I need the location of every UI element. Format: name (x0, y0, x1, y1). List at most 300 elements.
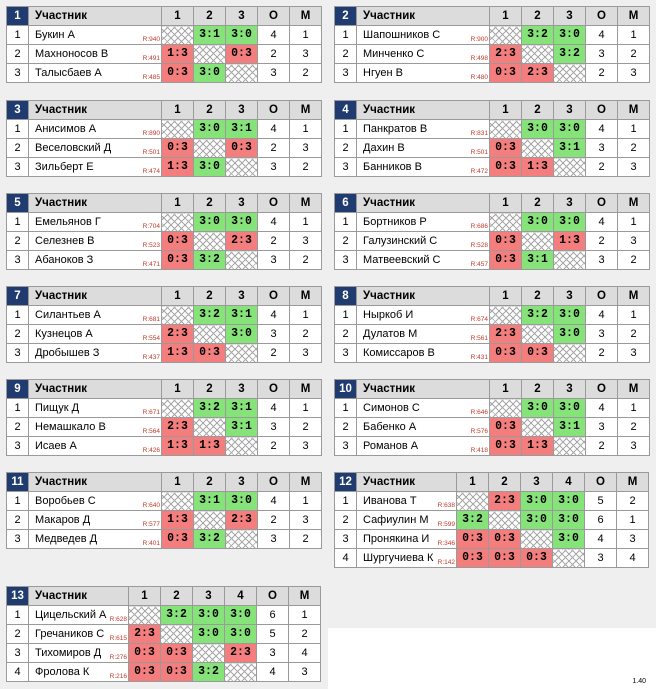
seed-number: 1 (7, 213, 29, 232)
player-name-cell (357, 232, 490, 251)
table-row (335, 120, 650, 139)
match-score: 3:2 (193, 663, 225, 682)
opponent-column-header: 3 (554, 7, 586, 26)
group-number: 12 (335, 473, 357, 492)
match-score: 3:0 (522, 213, 554, 232)
player-name-cell (29, 511, 162, 530)
match-score: 3:0 (522, 399, 554, 418)
table-row (7, 325, 322, 344)
place-header: М (289, 587, 321, 606)
player-name[interactable]: Медведев Д (35, 533, 98, 545)
seed-number: 1 (335, 26, 357, 45)
player-name[interactable]: Воробьев С (35, 495, 96, 507)
match-score: 3:0 (193, 625, 225, 644)
player-rating: R:646 (470, 409, 488, 416)
opponent-column-header: 3 (226, 473, 258, 492)
points-value: 4 (258, 213, 290, 232)
player-name[interactable]: Бабенко А (363, 421, 417, 433)
match-score: 0:3 (162, 530, 194, 549)
table-row (335, 26, 650, 45)
self-match-cell (194, 418, 226, 437)
place-header: М (618, 380, 650, 399)
player-name[interactable]: Махноносов В (35, 48, 109, 60)
self-match-cell (162, 120, 194, 139)
seed-number: 1 (7, 306, 29, 325)
table-row (7, 344, 322, 363)
points-value: 4 (258, 120, 290, 139)
self-match-cell (193, 644, 225, 663)
points-header: О (258, 287, 290, 306)
player-name-cell (357, 139, 490, 158)
place-header: М (290, 473, 322, 492)
points-value: 4 (586, 26, 618, 45)
match-score: 3:0 (194, 213, 226, 232)
opponent-column-header: 2 (522, 7, 554, 26)
match-score: 0:3 (490, 418, 522, 437)
match-score: 3:1 (194, 492, 226, 511)
match-score: 3:1 (226, 399, 258, 418)
player-rating: R:528 (470, 242, 488, 249)
player-name[interactable]: Ныркоб И (363, 309, 414, 321)
table-row (7, 213, 322, 232)
opponent-column-header: 2 (194, 473, 226, 492)
player-name[interactable]: Пищук Д (35, 402, 80, 414)
player-name[interactable]: Немашкало В (35, 421, 106, 433)
self-match-cell (226, 344, 258, 363)
participant-header: Участник (29, 380, 162, 399)
place-header: М (290, 380, 322, 399)
player-name[interactable]: Абаноков З (35, 254, 94, 266)
self-match-cell (194, 45, 226, 64)
points-header: О (586, 101, 618, 120)
place-value: 3 (618, 344, 650, 363)
player-name[interactable]: Силантьев А (35, 309, 101, 321)
player-name[interactable]: Шургучиева К (363, 552, 434, 564)
table-row (335, 325, 650, 344)
match-score: 2:3 (522, 64, 554, 83)
seed-number: 2 (335, 325, 357, 344)
points-header: О (586, 287, 618, 306)
player-name-cell (357, 437, 490, 456)
opponent-column-header: 2 (522, 380, 554, 399)
place-value: 4 (289, 644, 321, 663)
player-rating: R:437 (142, 354, 160, 361)
table-row (335, 64, 650, 83)
place-header: М (618, 7, 650, 26)
table-row (7, 64, 322, 83)
table-row (335, 251, 650, 270)
seed-number: 3 (335, 251, 357, 270)
player-name-cell (29, 399, 162, 418)
player-name[interactable]: Дахин В (363, 142, 405, 154)
place-value: 3 (618, 158, 650, 177)
match-score: 0:3 (162, 139, 194, 158)
match-score: 3:0 (194, 120, 226, 139)
player-name-cell (29, 344, 162, 363)
match-score: 3:0 (193, 606, 225, 625)
place-value: 3 (290, 437, 322, 456)
seed-number: 2 (7, 139, 29, 158)
player-name[interactable]: Исаев А (35, 440, 77, 452)
player-name-cell (29, 232, 162, 251)
player-name-cell (29, 530, 162, 549)
match-score: 3:2 (194, 251, 226, 270)
place-header: М (617, 473, 649, 492)
participant-header: Участник (29, 287, 162, 306)
group-header-row (335, 380, 650, 399)
points-value: 2 (586, 437, 618, 456)
player-name[interactable]: Иванова Т (363, 495, 417, 507)
points-value: 2 (258, 511, 290, 530)
opponent-column-header: 3 (226, 287, 258, 306)
match-score: 3:2 (554, 45, 586, 64)
place-header: М (618, 194, 650, 213)
group-header-row (7, 587, 321, 606)
player-name[interactable]: Бортников Р (363, 216, 427, 228)
match-score: 0:3 (489, 530, 521, 549)
points-value: 5 (585, 492, 617, 511)
player-rating: R:704 (142, 223, 160, 230)
player-name[interactable]: Макаров Д (35, 514, 91, 526)
self-match-cell (522, 139, 554, 158)
seed-number: 1 (7, 26, 29, 45)
opponent-column-header: 2 (194, 7, 226, 26)
table-row (7, 663, 321, 682)
seed-number: 1 (7, 492, 29, 511)
place-value: 2 (290, 64, 322, 83)
group-number: 13 (7, 587, 29, 606)
player-name-cell (29, 251, 162, 270)
player-name[interactable]: Романов А (363, 440, 419, 452)
player-name[interactable]: Сафиулин М (363, 514, 429, 526)
player-rating: R:615 (109, 635, 127, 642)
points-value: 3 (586, 251, 618, 270)
player-rating: R:498 (470, 55, 488, 62)
points-value: 2 (586, 232, 618, 251)
points-value: 4 (586, 120, 618, 139)
match-score: 3:1 (522, 251, 554, 270)
self-match-cell (162, 492, 194, 511)
points-value: 3 (586, 418, 618, 437)
place-value: 4 (617, 549, 649, 568)
points-value: 4 (258, 26, 290, 45)
match-score: 3:2 (522, 306, 554, 325)
player-rating: R:471 (142, 261, 160, 268)
participant-header: Участник (29, 7, 162, 26)
player-name[interactable]: Талысбаев А (35, 67, 102, 79)
table-row (7, 492, 322, 511)
seed-number: 1 (335, 492, 357, 511)
player-rating: R:401 (142, 540, 160, 547)
match-score: 0:3 (162, 251, 194, 270)
opponent-column-header: 2 (194, 194, 226, 213)
self-match-cell (490, 26, 522, 45)
player-name-cell (29, 158, 162, 177)
player-name-cell (357, 492, 457, 511)
place-value: 1 (618, 120, 650, 139)
group-table (334, 100, 650, 177)
table-row (335, 306, 650, 325)
player-name[interactable]: Матвеевский С (363, 254, 441, 266)
player-rating: R:638 (437, 502, 455, 509)
place-value: 2 (290, 325, 322, 344)
seed-number: 3 (7, 644, 29, 663)
seed-number: 4 (7, 663, 29, 682)
opponent-column-header: 3 (554, 101, 586, 120)
match-score: 0:3 (226, 45, 258, 64)
group-header-row (335, 194, 650, 213)
player-name-cell (357, 325, 490, 344)
opponent-column-header: 1 (162, 101, 194, 120)
match-score: 3:0 (226, 213, 258, 232)
player-rating: R:472 (470, 168, 488, 175)
self-match-cell (490, 120, 522, 139)
player-name-cell (357, 306, 490, 325)
self-match-cell (521, 530, 553, 549)
points-value: 3 (586, 325, 618, 344)
player-name[interactable]: Минченко С (363, 48, 425, 60)
place-value: 2 (618, 45, 650, 64)
participant-header: Участник (29, 587, 129, 606)
player-name[interactable]: Емельянов Г (35, 216, 101, 228)
self-match-cell (554, 437, 586, 456)
table-row (7, 45, 322, 64)
opponent-column-header: 2 (161, 587, 193, 606)
match-score: 1:3 (554, 232, 586, 251)
match-score: 2:3 (129, 625, 161, 644)
player-name-cell (29, 45, 162, 64)
self-match-cell (522, 232, 554, 251)
points-value: 3 (257, 644, 289, 663)
opponent-column-header: 1 (162, 7, 194, 26)
player-rating: R:485 (142, 74, 160, 81)
player-name-cell (29, 213, 162, 232)
match-score: 1:3 (162, 344, 194, 363)
points-value: 4 (258, 399, 290, 418)
self-match-cell (522, 418, 554, 437)
player-name[interactable]: Тихомиров Д (35, 647, 102, 659)
player-name[interactable]: Веселовский Д (35, 142, 112, 154)
seed-number: 1 (335, 399, 357, 418)
player-rating: R:671 (142, 409, 160, 416)
table-row (335, 492, 649, 511)
place-value: 2 (618, 139, 650, 158)
seed-number: 1 (335, 213, 357, 232)
player-rating: R:900 (470, 36, 488, 43)
opponent-column-header: 1 (490, 287, 522, 306)
seed-number: 2 (335, 418, 357, 437)
player-name-cell (29, 625, 129, 644)
match-score: 3:2 (522, 26, 554, 45)
player-name-cell (357, 511, 457, 530)
points-value: 3 (258, 325, 290, 344)
seed-number: 1 (335, 306, 357, 325)
self-match-cell (194, 232, 226, 251)
place-value: 3 (289, 663, 321, 682)
group-table (334, 379, 650, 456)
player-name[interactable]: Комиссаров В (363, 347, 435, 359)
place-value: 2 (618, 325, 650, 344)
table-row (7, 26, 322, 45)
match-score: 0:3 (490, 344, 522, 363)
player-name-cell (29, 26, 162, 45)
seed-number: 3 (335, 437, 357, 456)
seed-number: 1 (335, 120, 357, 139)
player-name[interactable]: Селезнев В (35, 235, 95, 247)
group-number: 1 (7, 7, 29, 26)
seed-number: 3 (7, 251, 29, 270)
self-match-cell (490, 306, 522, 325)
match-score: 3:0 (554, 306, 586, 325)
match-score: 0:3 (129, 644, 161, 663)
points-value: 3 (258, 64, 290, 83)
opponent-column-header: 3 (226, 7, 258, 26)
seed-number: 2 (335, 45, 357, 64)
seed-number: 2 (335, 511, 357, 530)
seed-number: 4 (335, 549, 357, 568)
player-name[interactable]: Симонов С (363, 402, 420, 414)
match-score: 3:0 (553, 530, 585, 549)
table-row (7, 306, 322, 325)
player-rating: R:491 (142, 55, 160, 62)
player-name-cell (29, 644, 129, 663)
player-name-cell (29, 120, 162, 139)
seed-number: 2 (7, 325, 29, 344)
match-score: 3:1 (226, 306, 258, 325)
points-value: 2 (586, 158, 618, 177)
opponent-column-header: 1 (490, 7, 522, 26)
player-name[interactable]: Нгуен В (363, 67, 403, 79)
group-table (6, 586, 321, 682)
opponent-column-header: 1 (490, 101, 522, 120)
opponent-column-header: 4 (225, 587, 257, 606)
place-value: 3 (290, 139, 322, 158)
match-score: 2:3 (226, 232, 258, 251)
player-name-cell (357, 45, 490, 64)
opponent-column-header: 3 (226, 380, 258, 399)
group-header-row (7, 7, 322, 26)
match-score: 2:3 (226, 511, 258, 530)
match-score: 3:0 (225, 625, 257, 644)
match-score: 0:3 (522, 344, 554, 363)
self-match-cell (161, 625, 193, 644)
points-value: 2 (586, 64, 618, 83)
opponent-column-header: 3 (554, 194, 586, 213)
match-score: 3:0 (521, 511, 553, 530)
player-name[interactable]: Зильберт Е (35, 161, 94, 173)
match-score: 0:3 (162, 64, 194, 83)
group-header-row (7, 101, 322, 120)
opponent-column-header: 3 (554, 380, 586, 399)
place-value: 1 (290, 26, 322, 45)
player-name[interactable]: Банников В (363, 161, 422, 173)
opponent-column-header: 2 (522, 287, 554, 306)
player-name-cell (357, 64, 490, 83)
self-match-cell (489, 511, 521, 530)
player-rating: R:457 (470, 261, 488, 268)
player-rating: R:686 (470, 223, 488, 230)
player-name[interactable]: Кузнецов А (35, 328, 93, 340)
player-name[interactable]: Фролова К (35, 666, 90, 678)
player-rating: R:480 (470, 74, 488, 81)
place-value: 2 (290, 418, 322, 437)
player-rating: R:431 (470, 354, 488, 361)
player-name[interactable]: Анисимов А (35, 123, 97, 135)
self-match-cell (554, 64, 586, 83)
seed-number: 2 (7, 232, 29, 251)
place-value: 3 (290, 344, 322, 363)
match-score: 0:3 (226, 139, 258, 158)
table-row (7, 644, 321, 663)
table-row (7, 251, 322, 270)
player-name[interactable]: Панкратов В (363, 123, 428, 135)
match-score: 0:3 (162, 232, 194, 251)
player-rating: R:681 (142, 316, 160, 323)
opponent-column-header: 3 (521, 473, 553, 492)
points-header: О (586, 7, 618, 26)
group-header-row (335, 101, 650, 120)
match-score: 0:3 (490, 158, 522, 177)
match-score: 3:2 (194, 530, 226, 549)
player-rating: R:628 (109, 616, 127, 623)
player-name[interactable]: Цицельский А (35, 609, 107, 621)
self-match-cell (226, 158, 258, 177)
match-score: 3:0 (225, 606, 257, 625)
player-name[interactable]: Шапошников С (363, 29, 441, 41)
match-score: 0:3 (194, 344, 226, 363)
player-name[interactable]: Букин А (35, 29, 75, 41)
participant-header: Участник (357, 473, 457, 492)
place-value: 1 (290, 399, 322, 418)
player-name[interactable]: Галузинский С (363, 235, 438, 247)
points-header: О (586, 380, 618, 399)
player-name-cell (357, 344, 490, 363)
points-value: 3 (586, 139, 618, 158)
opponent-column-header: 3 (226, 101, 258, 120)
group-header-row (7, 287, 322, 306)
self-match-cell (194, 139, 226, 158)
player-name-cell (357, 530, 457, 549)
table-row (335, 437, 650, 456)
player-name[interactable]: Дулатов М (363, 328, 418, 340)
points-value: 3 (586, 45, 618, 64)
place-value: 3 (617, 530, 649, 549)
match-score: 3:1 (226, 418, 258, 437)
seed-number: 3 (335, 344, 357, 363)
opponent-column-header: 2 (489, 473, 521, 492)
place-value: 2 (290, 251, 322, 270)
match-score: 3:2 (194, 306, 226, 325)
points-header: О (258, 194, 290, 213)
self-match-cell (162, 213, 194, 232)
match-score: 2:3 (225, 644, 257, 663)
player-name-cell (29, 437, 162, 456)
player-rating: R:501 (470, 149, 488, 156)
player-name[interactable]: Дробышев З (35, 347, 100, 359)
points-value: 6 (257, 606, 289, 625)
place-value: 1 (289, 606, 321, 625)
player-name[interactable]: Пронякина И (363, 533, 430, 545)
player-name[interactable]: Гречаников С (35, 628, 105, 640)
opponent-column-header: 1 (490, 380, 522, 399)
player-rating: R:142 (437, 559, 455, 566)
table-row (335, 530, 649, 549)
opponent-column-header: 1 (162, 380, 194, 399)
seed-number: 3 (7, 158, 29, 177)
points-value: 2 (258, 139, 290, 158)
points-value: 2 (258, 437, 290, 456)
group-table (334, 286, 650, 363)
